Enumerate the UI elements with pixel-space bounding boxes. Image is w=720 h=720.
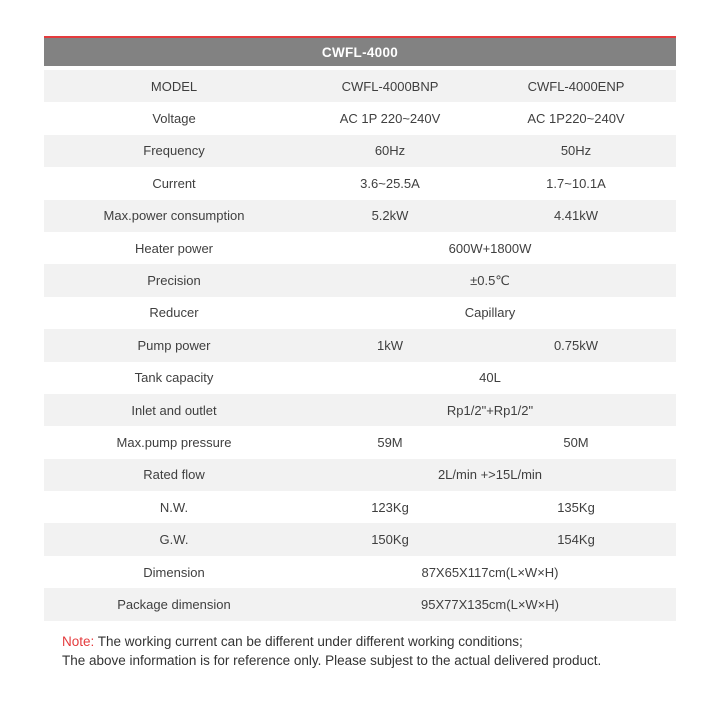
- spec-label: Max.pump pressure: [116, 434, 232, 450]
- note-prefix: Note:: [62, 634, 95, 649]
- spec-row: [44, 297, 676, 329]
- spec-label: Pump power: [137, 337, 211, 353]
- note-block: [62, 632, 601, 670]
- spec-table: [44, 36, 676, 621]
- spec-value-span: ±0.5℃: [470, 272, 510, 288]
- spec-value-span: 40L: [479, 370, 501, 386]
- spec-value-span: 2L/min +>15L/min: [437, 467, 543, 483]
- spec-label: MODEL: [150, 78, 198, 94]
- note-line-2: The above information is for reference only. Please subjest to the actual delivered product.: [62, 653, 602, 668]
- spec-value-span: 87X65X117cm(L×W×H): [421, 564, 559, 580]
- spec-row: [44, 135, 676, 167]
- spec-label: G.W.: [159, 532, 189, 548]
- spec-row: [44, 523, 676, 555]
- spec-label: Reducer: [149, 305, 199, 321]
- spec-label: Precision: [147, 273, 201, 289]
- spec-row: [44, 264, 676, 296]
- spec-label: Inlet and outlet: [131, 402, 217, 418]
- spec-label: Current: [152, 175, 196, 191]
- spec-label: Voltage: [152, 111, 196, 127]
- spec-row: [44, 394, 676, 426]
- spec-value-col1: 123Kg: [371, 499, 409, 515]
- spec-row: [44, 491, 676, 523]
- spec-value-span: Rp1/2"+Rp1/2": [446, 402, 534, 418]
- spec-value-span: 600W+1800W: [448, 240, 532, 256]
- spec-row: [44, 426, 676, 458]
- spec-value-col2: 154Kg: [557, 532, 595, 548]
- spec-value-col1: 1kW: [377, 337, 403, 353]
- spec-value-col2: 50M: [563, 434, 589, 450]
- spec-value-col2: 0.75kW: [553, 337, 599, 353]
- spec-row: [44, 556, 676, 588]
- spec-value-col1: 3.6~25.5A: [360, 175, 420, 191]
- spec-value-col2: CWFL-4000ENP: [527, 78, 625, 94]
- spec-value-col1: CWFL-4000BNP: [341, 78, 439, 94]
- spec-value-span: 95X77X135cm(L×W×H): [420, 596, 559, 612]
- spec-row: [44, 70, 676, 102]
- spec-label: Heater power: [134, 240, 214, 256]
- spec-value-col1: 150Kg: [371, 532, 409, 548]
- table-title: CWFL-4000: [44, 38, 676, 66]
- spec-row: [44, 102, 676, 134]
- spec-label: N.W.: [159, 499, 189, 515]
- spec-value-col2: 1.7~10.1A: [546, 175, 606, 191]
- spec-label: Dimension: [143, 564, 205, 580]
- spec-value-col1: AC 1P 220~240V: [339, 111, 441, 127]
- spec-label: Package dimension: [117, 596, 231, 612]
- spec-label: Rated flow: [143, 467, 205, 483]
- spec-row: [44, 329, 676, 361]
- spec-row: [44, 232, 676, 264]
- spec-value-col1: 5.2kW: [371, 208, 409, 224]
- spec-value-span: Capillary: [464, 305, 516, 321]
- spec-table-body: [44, 70, 676, 621]
- spec-value-col2: 135Kg: [557, 499, 595, 515]
- spec-row: [44, 588, 676, 620]
- spec-value-col1: 60Hz: [374, 143, 406, 159]
- note-line-1: [62, 632, 601, 651]
- spec-label: Tank capacity: [134, 370, 214, 386]
- note-text-1: The working current can be different under different working conditions;: [97, 634, 523, 649]
- spec-row: [44, 362, 676, 394]
- spec-value-col1: 59M: [377, 434, 403, 450]
- spec-value-col2: 4.41kW: [553, 208, 599, 224]
- spec-row: [44, 459, 676, 491]
- spec-value-col2: 50Hz: [560, 143, 592, 159]
- spec-label: Max.power consumption: [103, 208, 245, 224]
- spec-value-col2: AC 1P220~240V: [527, 111, 625, 127]
- spec-row: [44, 200, 676, 232]
- spec-label: Frequency: [143, 143, 205, 159]
- spec-row: [44, 167, 676, 199]
